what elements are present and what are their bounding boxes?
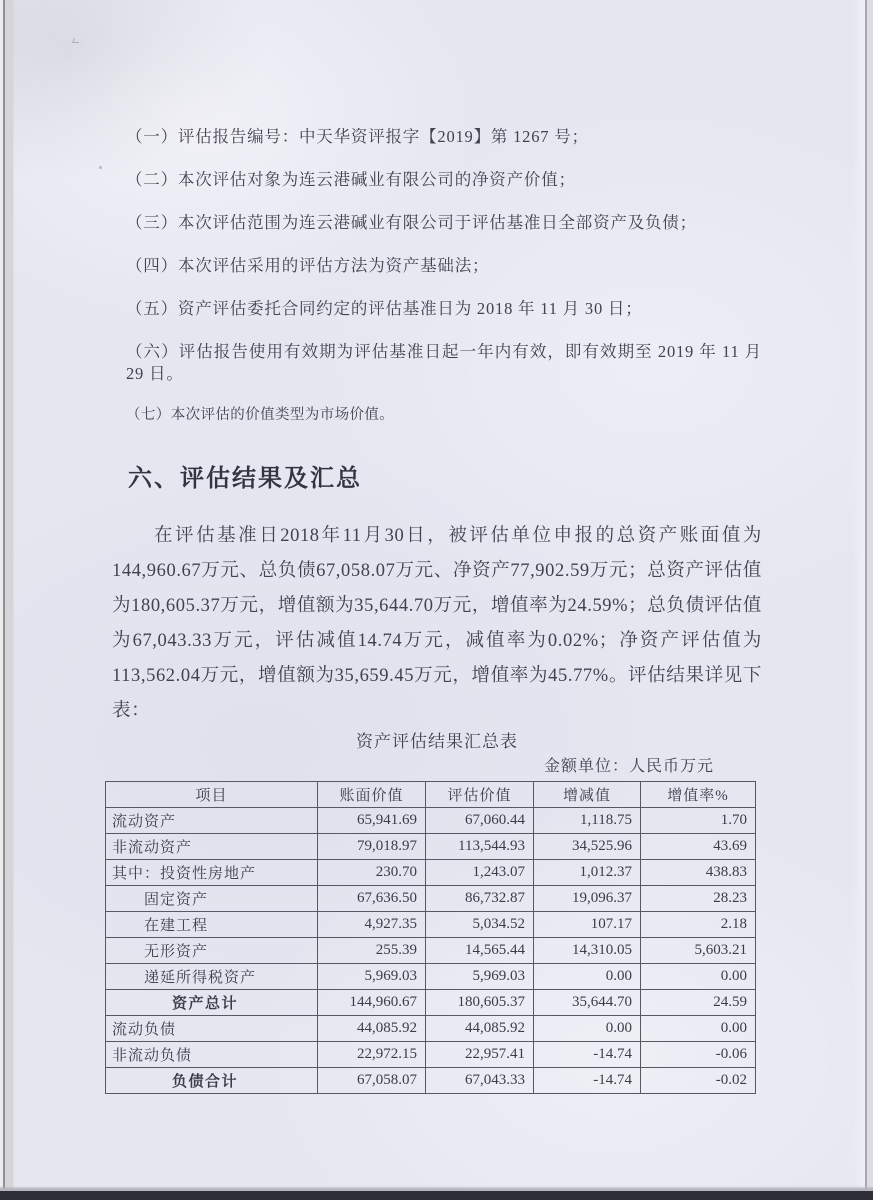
numbered-item-1: （一）评估报告编号：中天华资评报字【2019】第 1267 号； bbox=[126, 127, 589, 146]
paragraph-line: 113,562.04万元，增值额为35,659.45万元，增值率为45.77%。评估结果详见下 bbox=[112, 666, 762, 686]
cell-rate: 2.18 bbox=[641, 912, 756, 938]
scanner-left-edge-artifact bbox=[0, 0, 14, 1200]
numbered-item-4: （四）本次评估采用的评估方法为资产基础法； bbox=[126, 256, 490, 275]
cell-appraised: 86,732.87 bbox=[426, 886, 534, 912]
numbered-item-3: （三）本次评估范围为连云港碱业有限公司于评估基准日全部资产及负债； bbox=[126, 213, 697, 232]
cell-book: 144,960.67 bbox=[318, 990, 426, 1016]
page-right-edge-artifact bbox=[853, 0, 873, 1200]
table-header-row bbox=[106, 782, 756, 808]
table-row bbox=[106, 938, 756, 964]
column-header-appraised: 评估价值 bbox=[426, 782, 534, 808]
cell-book: 79,018.97 bbox=[318, 834, 426, 860]
appraisal-summary-table bbox=[105, 781, 756, 1094]
cell-item: 流动负债 bbox=[106, 1016, 318, 1042]
cell-item: 资产总计 bbox=[106, 990, 318, 1016]
cell-book: 44,085.92 bbox=[318, 1016, 426, 1042]
scanner-bottom-edge-artifact bbox=[0, 1186, 873, 1200]
cell-change: -14.74 bbox=[534, 1042, 641, 1068]
column-header-item: 项目 bbox=[106, 782, 318, 808]
table-row bbox=[106, 808, 756, 834]
cell-change: 14,310.05 bbox=[534, 938, 641, 964]
cell-book: 4,927.35 bbox=[318, 912, 426, 938]
cell-book: 5,969.03 bbox=[318, 964, 426, 990]
cell-rate: 24.59 bbox=[641, 990, 756, 1016]
scan-speck-artifact bbox=[72, 38, 81, 43]
cell-appraised: 113,544.93 bbox=[426, 834, 534, 860]
cell-book: 65,941.69 bbox=[318, 808, 426, 834]
cell-change: 19,096.37 bbox=[534, 886, 641, 912]
cell-appraised: 1,243.07 bbox=[426, 860, 534, 886]
paragraph-line: 表： bbox=[112, 701, 151, 721]
paragraph-line: 在评估基准日2018年11月30日，被评估单位申报的总资产账面值为 bbox=[154, 526, 762, 546]
cell-book: 67,636.50 bbox=[318, 886, 426, 912]
cell-appraised: 22,957.41 bbox=[426, 1042, 534, 1068]
cell-rate: 0.00 bbox=[641, 964, 756, 990]
cell-item: 固定资产 bbox=[106, 886, 318, 912]
table-row bbox=[106, 860, 756, 886]
cell-rate: 43.69 bbox=[641, 834, 756, 860]
cell-item: 非流动资产 bbox=[106, 834, 318, 860]
table-unit-note: 金额单位：人民币万元 bbox=[543, 758, 714, 775]
paragraph-line: 144,960.67万元、总负债67,058.07万元、净资产77,902.59万元；总资产评估值 bbox=[112, 561, 762, 581]
table-row bbox=[106, 1016, 756, 1042]
scan-speck-artifact bbox=[99, 166, 102, 169]
cell-appraised: 180,605.37 bbox=[426, 990, 534, 1016]
table-row-liabilities-total bbox=[106, 1068, 756, 1094]
cell-rate: 438.83 bbox=[641, 860, 756, 886]
cell-appraised: 44,085.92 bbox=[426, 1016, 534, 1042]
document-body bbox=[112, 0, 762, 1094]
cell-change: 1,012.37 bbox=[534, 860, 641, 886]
cell-change: 107.17 bbox=[534, 912, 641, 938]
numbered-item-7: （七）本次评估的价值类型为市场价值。 bbox=[126, 407, 395, 423]
cell-rate: -0.06 bbox=[641, 1042, 756, 1068]
cell-change: 1,118.75 bbox=[534, 808, 641, 834]
paragraph-line: 为180,605.37万元，增值额为35,644.70万元，增值率为24.59%；总负债评估值 bbox=[112, 596, 762, 616]
cell-appraised: 5,034.52 bbox=[426, 912, 534, 938]
cell-change: -14.74 bbox=[534, 1068, 641, 1094]
cell-appraised: 5,969.03 bbox=[426, 964, 534, 990]
cell-appraised: 14,565.44 bbox=[426, 938, 534, 964]
table-row bbox=[106, 912, 756, 938]
cell-item: 递延所得税资产 bbox=[106, 964, 318, 990]
numbered-item-2: （二）本次评估对象为连云港碱业有限公司的净资产价值； bbox=[126, 170, 576, 189]
cell-change: 0.00 bbox=[534, 1016, 641, 1042]
cell-book: 67,058.07 bbox=[318, 1068, 426, 1094]
table-row-assets-total bbox=[106, 990, 756, 1016]
summary-paragraph bbox=[112, 519, 762, 729]
cell-rate: 0.00 bbox=[641, 1016, 756, 1042]
cell-item: 流动资产 bbox=[106, 808, 318, 834]
numbered-item-6: （六）评估报告使用有效期为评估基准日起一年内有效，即有效期至 2019 年 11 月 29 日。 bbox=[126, 342, 762, 383]
cell-change: 34,525.96 bbox=[534, 834, 641, 860]
cell-item: 无形资产 bbox=[106, 938, 318, 964]
cell-rate: 1.70 bbox=[641, 808, 756, 834]
cell-change: 35,644.70 bbox=[534, 990, 641, 1016]
column-header-book: 账面价值 bbox=[318, 782, 426, 808]
table-row bbox=[106, 886, 756, 912]
column-header-change: 增减值 bbox=[534, 782, 641, 808]
cell-rate: 28.23 bbox=[641, 886, 756, 912]
cell-rate: 5,603.21 bbox=[641, 938, 756, 964]
paragraph-line: 为67,043.33万元，评估减值14.74万元，减值率为0.02%；净资产评估值为 bbox=[112, 631, 762, 651]
cell-item: 在建工程 bbox=[106, 912, 318, 938]
column-header-rate: 增值率% bbox=[641, 782, 756, 808]
cell-book: 22,972.15 bbox=[318, 1042, 426, 1068]
cell-appraised: 67,043.33 bbox=[426, 1068, 534, 1094]
cell-book: 255.39 bbox=[318, 938, 426, 964]
table-title: 资产评估结果汇总表 bbox=[356, 732, 518, 751]
table-row bbox=[106, 1042, 756, 1068]
cell-appraised: 67,060.44 bbox=[426, 808, 534, 834]
table-row bbox=[106, 834, 756, 860]
cell-rate: -0.02 bbox=[641, 1068, 756, 1094]
table-row bbox=[106, 964, 756, 990]
cell-item: 负债合计 bbox=[106, 1068, 318, 1094]
numbered-item-5: （五）资产评估委托合同约定的评估基准日为 2018 年 11 月 30 日； bbox=[126, 299, 643, 318]
cell-change: 0.00 bbox=[534, 964, 641, 990]
cell-book: 230.70 bbox=[318, 860, 426, 886]
section-heading: 六、评估结果及汇总 bbox=[128, 466, 362, 492]
cell-item: 非流动负债 bbox=[106, 1042, 318, 1068]
cell-item: 其中：投资性房地产 bbox=[106, 860, 318, 886]
